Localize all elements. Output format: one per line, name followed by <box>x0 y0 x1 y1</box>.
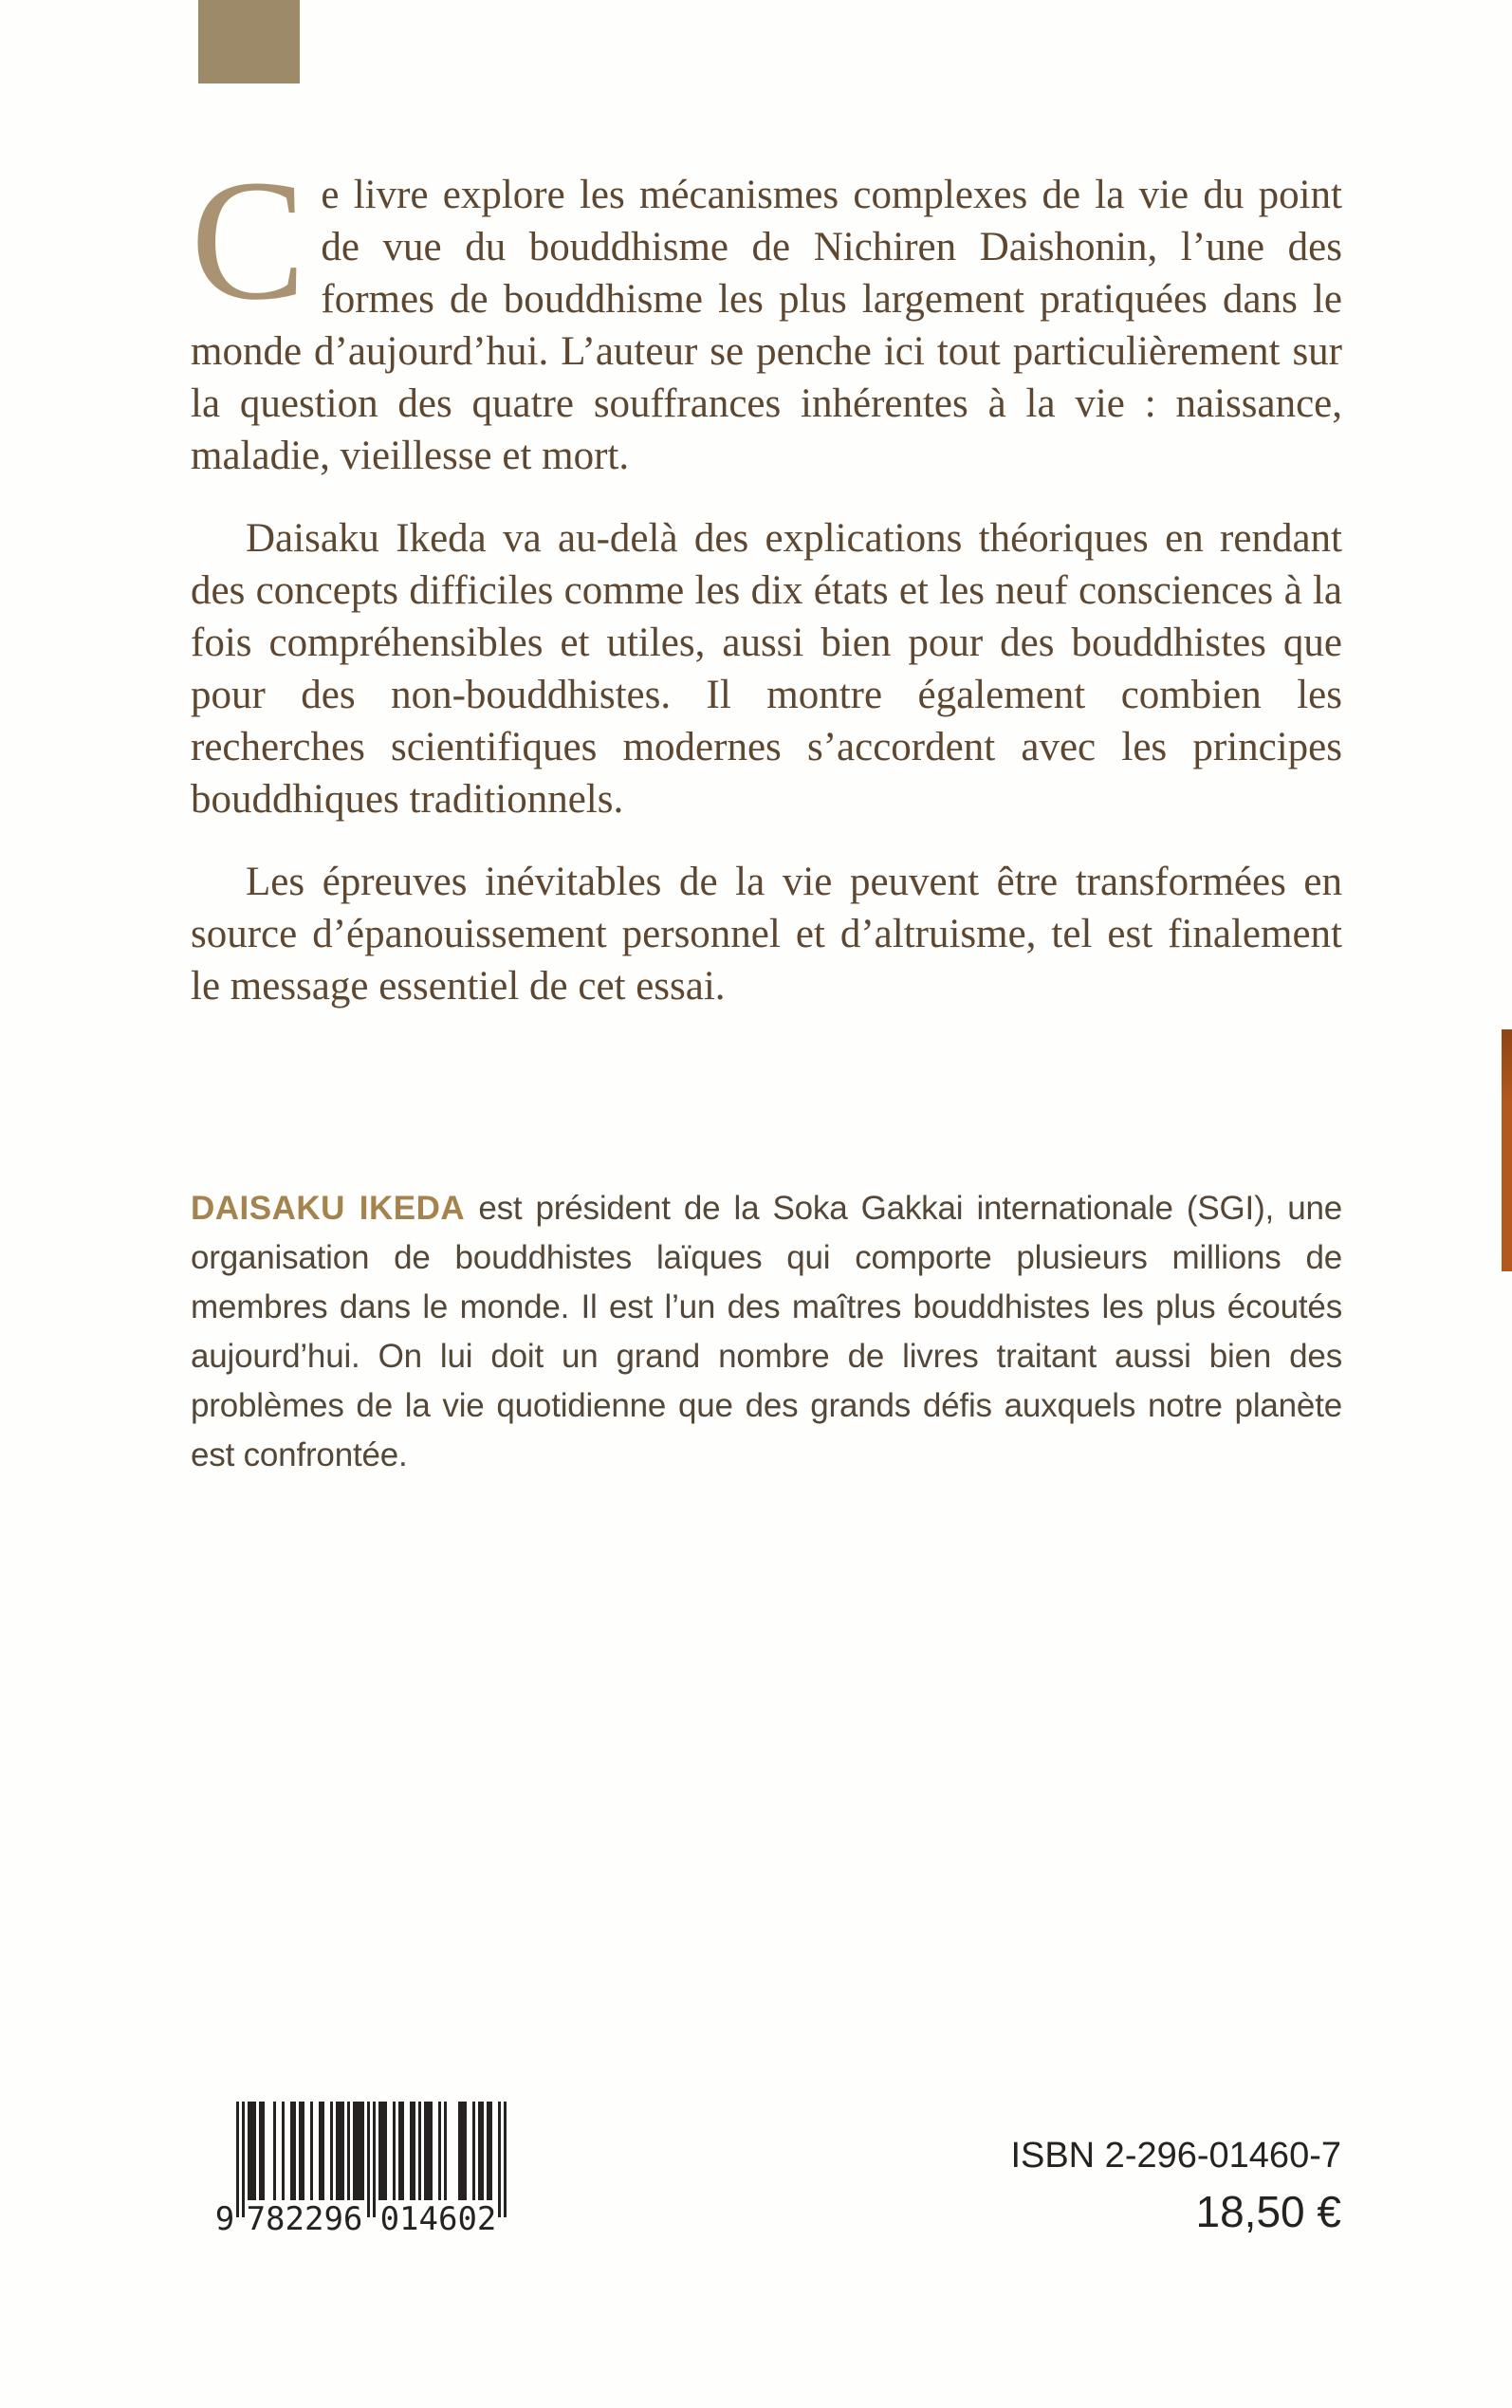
isbn-price-block <box>1010 2135 1341 2237</box>
author-bio-text: est président de la Soka Gakkai internationale (SGI), une organisation de bouddhistes laïques qui comporte plusieurs millions de membres dans le monde. Il est l’un des maîtres bouddhistes les plus écoutés aujourd’hui. On lui doit un grand nombre de livres traitant aussi bien des problèmes de la vie quotidienne que des grands défis auxquels notre planète est confrontée. <box>191 1190 1342 1473</box>
adjacent-cover-edge <box>1502 1029 1512 1271</box>
barcode <box>214 2102 507 2244</box>
price: 18,50 € <box>1195 2187 1341 2236</box>
isbn-number: ISBN 2-296-01460-7 <box>1010 2136 1341 2176</box>
synopsis-paragraph-2: Daisaku Ikeda va au-delà des explications théoriques en rendant des concepts difficiles comme les dix états et les neuf consciences à la fois compréhensibles et utiles, aussi bien pour des bouddhistes que pour des non-bouddhistes. Il montre également combien les recherches scientifiques modernes s’accordent avec les principes bouddhiques traditionnels. <box>191 516 1342 822</box>
synopsis <box>191 145 1342 1043</box>
barcode-digit-first: 9 <box>214 2200 235 2238</box>
author-name-label: DAISAKU IKEDA <box>191 1190 466 1227</box>
synopsis-paragraph-1 <box>191 145 1342 482</box>
author-bio <box>191 1184 1342 1480</box>
synopsis-paragraph-1-text: e livre explore les mécanismes complexes de la vie du point de vue du bouddhisme de Nichiren Daishonin, l’une des formes de bouddhisme les plus largement pratiquées dans le monde d’aujourd’hui. L’auteur se penche ici tout particulièrement sur la question des quatre souffrances inhérentes à la vie : naissance, maladie, vieillesse et mort. <box>191 173 1342 478</box>
barcode-digits-left: 782296 <box>246 2200 363 2238</box>
dropcap-letter: C <box>191 145 306 336</box>
barcode-digits-right: 014602 <box>379 2200 497 2238</box>
synopsis-paragraph-3: Les épreuves inévitables de la vie peuvent être transformées en source d’épanouissement personnel et d’altruisme, tel est finalement le message essentiel de cet essai. <box>191 860 1342 1009</box>
spine-color-mark <box>198 0 300 83</box>
